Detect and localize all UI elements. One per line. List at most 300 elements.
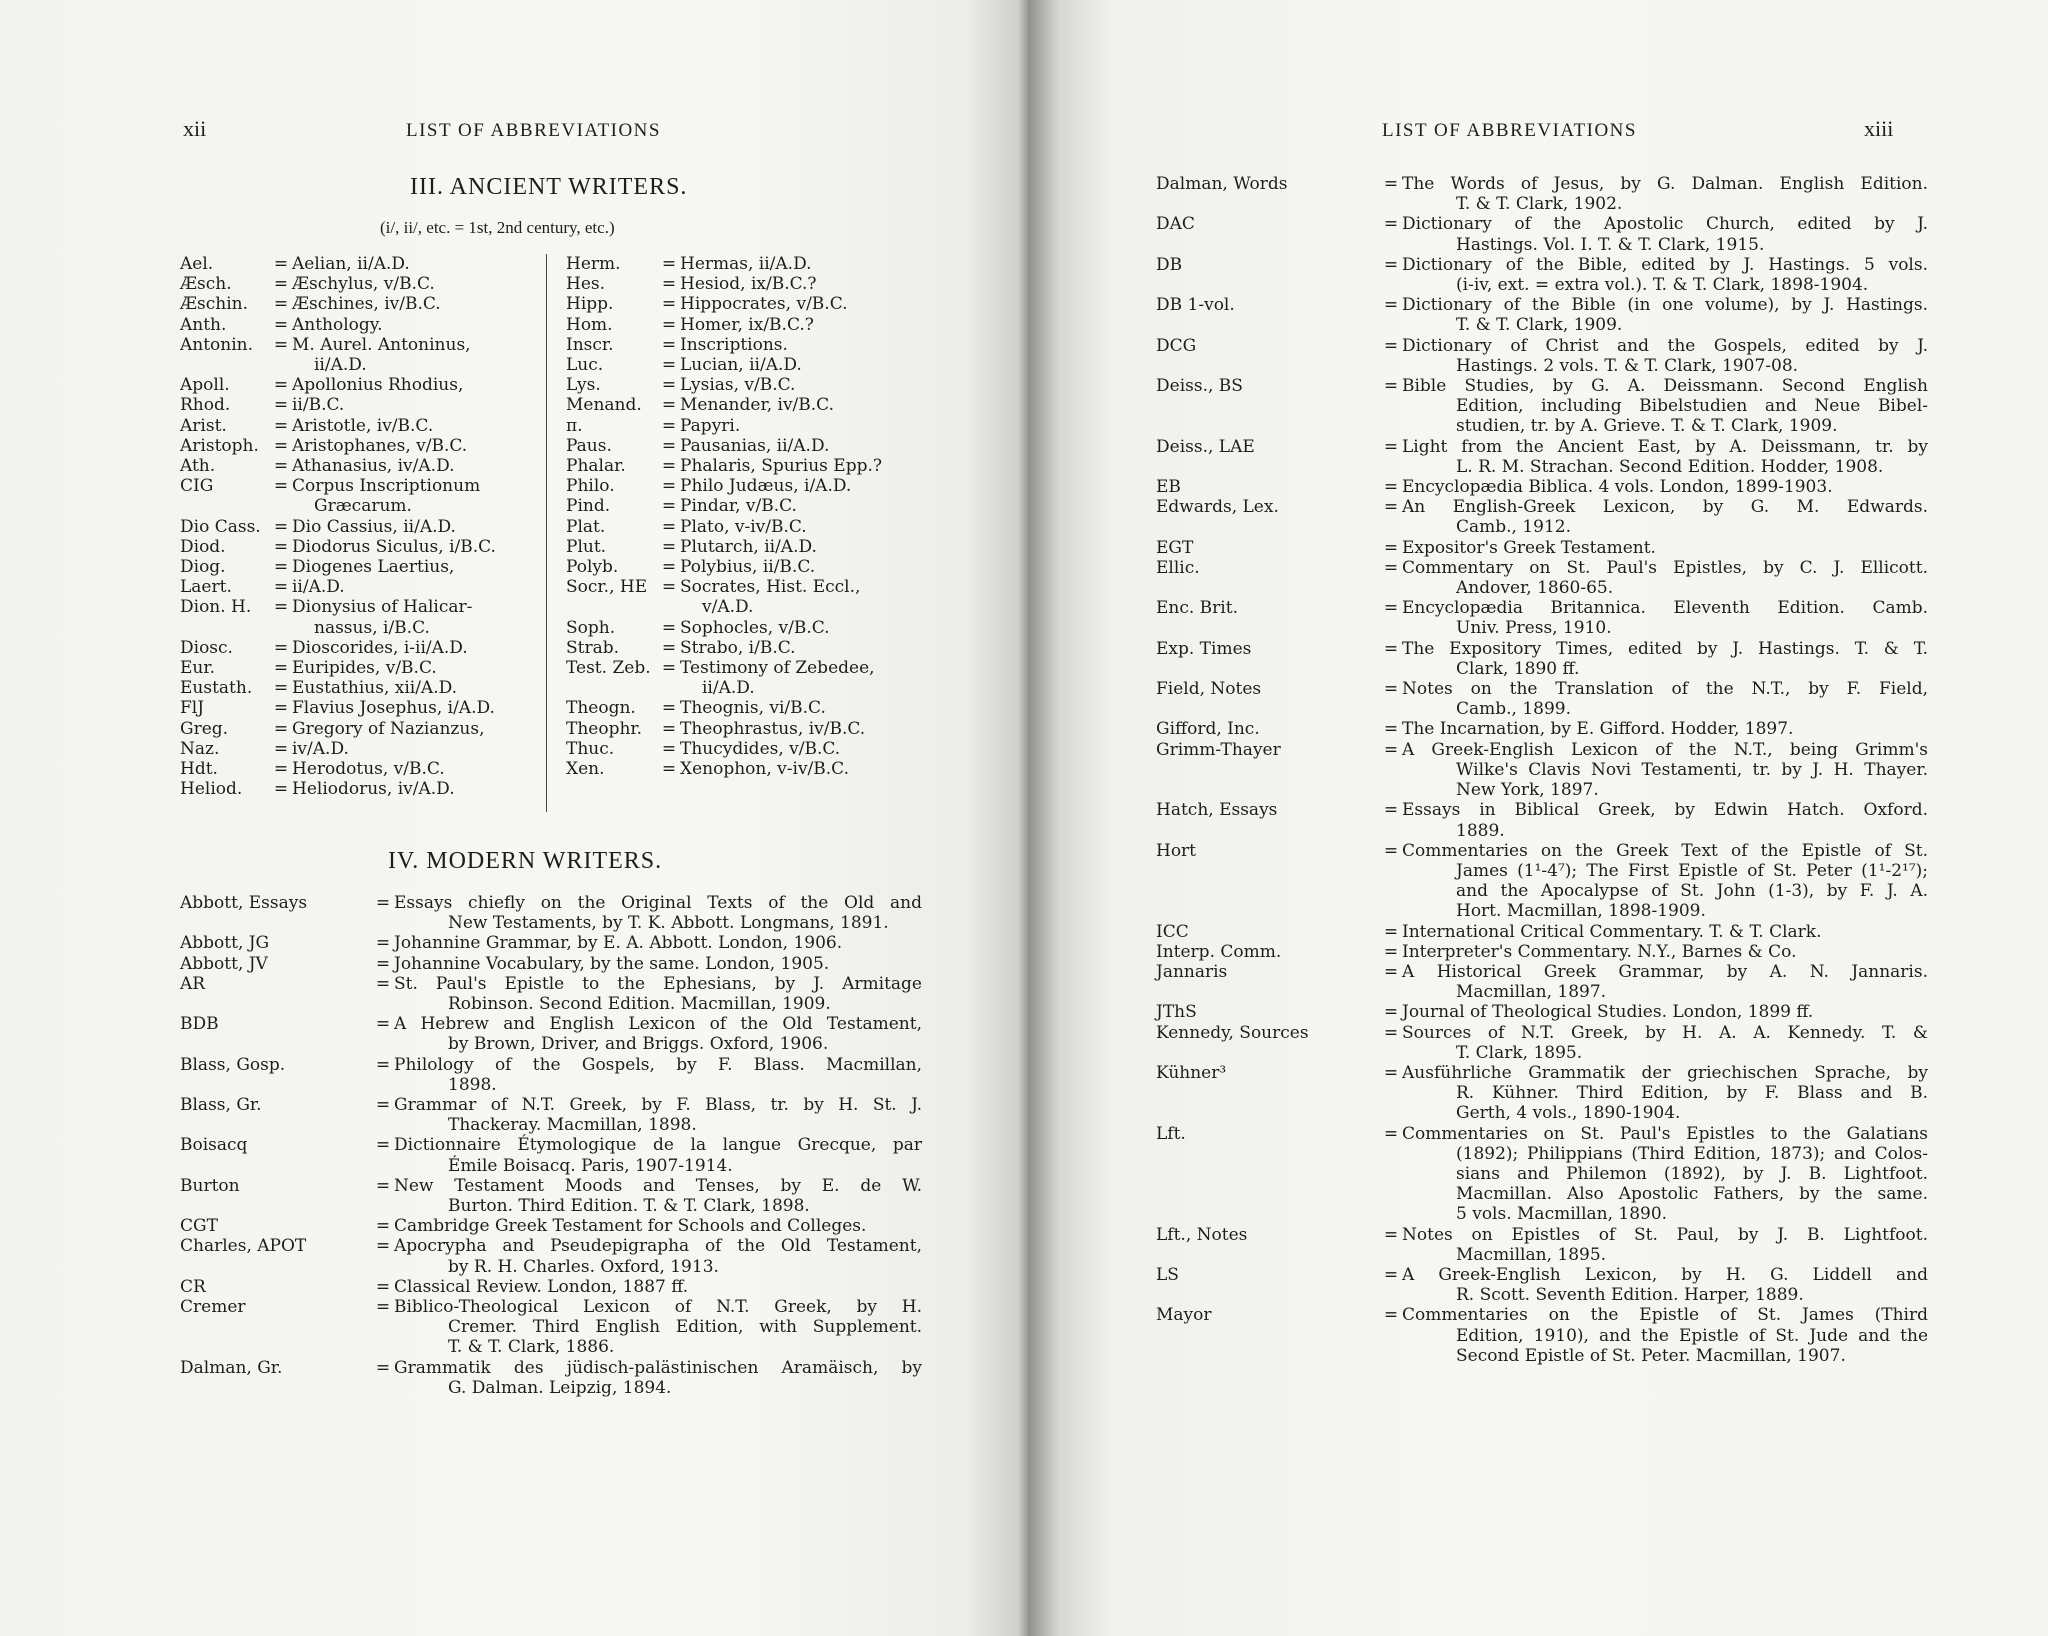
entry-definition <box>1402 437 1928 477</box>
ancient-writer-definition: v/A.D. <box>702 597 754 618</box>
entry-definition <box>1402 336 1928 376</box>
equals-sign: = <box>661 658 677 679</box>
entry-definition-line: Macmillan, 1895. <box>1456 1244 1607 1265</box>
ancient-writer-definition: ii/A.D. <box>702 678 755 699</box>
ancient-writer-row <box>566 658 924 678</box>
ancient-writer-definition: Æschylus, v/B.C. <box>292 274 435 295</box>
entry-definition-line: Commentaries on St. Paul's Epistles to the Galatians <box>1402 1123 1928 1144</box>
entry-definition-line: (i-iv, ext. = extra vol.). T. & T. Clark, 1898-1904. <box>1456 275 1869 296</box>
entry-abbr: Edwards, Lex. <box>1156 497 1279 518</box>
entry-abbr: Mayor <box>1156 1305 1212 1326</box>
ancient-writer-definition: Theophrastus, iv/B.C. <box>680 718 866 739</box>
entry-abbr: Dalman, Gr. <box>180 1357 283 1378</box>
entry-abbr: Deiss., LAE <box>1156 436 1255 457</box>
equals-sign: = <box>1383 719 1399 740</box>
entry-definition-line: Second Epistle of St. Peter. Macmillan, 1907. <box>1456 1345 1846 1366</box>
entry-definition-line: Dictionary of the Apostolic Church, edited by J. <box>1402 214 1928 235</box>
ancient-writer-abbr: Hipp. <box>566 294 614 315</box>
equals-sign: = <box>273 678 289 699</box>
ancient-writer-row <box>566 335 924 355</box>
ancient-writer-definition: Gregory of Nazianzus, <box>292 718 485 739</box>
entry-definition <box>1402 174 1928 214</box>
abbreviation-entry <box>1156 639 1928 679</box>
entry-definition-line: New Testaments, by T. K. Abbott. Longmans, 1891. <box>448 913 889 934</box>
equals-sign: = <box>375 893 391 913</box>
equals-sign: = <box>661 637 677 658</box>
ancient-writer-definition: Dionysius of Halicar- <box>292 597 473 618</box>
ancient-writer-row <box>180 395 536 415</box>
equals-sign: = <box>1383 598 1399 619</box>
equals-sign: = <box>1383 941 1399 962</box>
equals-sign: = <box>661 254 677 274</box>
entry-abbr: DB 1-vol. <box>1156 295 1235 316</box>
entry-definition-line: R. Kühner. Third Edition, by F. Blass and B. <box>1456 1083 1928 1104</box>
equals-sign: = <box>661 334 677 355</box>
entry-definition <box>1402 1063 1928 1124</box>
abbreviation-entry <box>180 1055 922 1095</box>
ancient-writer-definition: Hermas, ii/A.D. <box>680 254 812 274</box>
abbreviation-entry <box>1156 1305 1928 1366</box>
equals-sign: = <box>273 334 289 355</box>
abbreviation-entry <box>180 1135 922 1175</box>
ancient-writer-definition: Papyri. <box>680 415 741 436</box>
ancient-writer-definition: Anthology. <box>292 314 383 335</box>
equals-sign: = <box>375 1357 391 1378</box>
ancient-writer-abbr: Ath. <box>180 456 216 477</box>
abbreviation-entry <box>1156 1002 1928 1022</box>
equals-sign: = <box>661 577 677 598</box>
ancient-writer-row <box>180 355 536 375</box>
ancient-writer-definition: Testimony of Zebedee, <box>680 658 875 679</box>
entry-definition-line: A Historical Greek Grammar, by A. N. Jannaris. <box>1402 961 1928 982</box>
ancient-writer-definition: Plutarch, ii/A.D. <box>680 536 817 557</box>
entry-definition-line: G. Dalman. Leipzig, 1894. <box>448 1377 672 1398</box>
entry-definition-line: Edition, 1910), and the Epistle of St. Jude and the <box>1456 1325 1928 1346</box>
ancient-writer-row <box>566 355 924 375</box>
ancient-writer-definition: Inscriptions. <box>680 334 788 355</box>
ancient-writer-abbr: Plut. <box>566 536 607 557</box>
ancient-writer-abbr: Æsch. <box>180 274 232 295</box>
ancient-writer-row <box>180 315 536 335</box>
ancient-writers-column-2 <box>566 254 924 779</box>
ancient-writer-row <box>180 638 536 658</box>
ancient-writer-definition: Diodorus Siculus, i/B.C. <box>292 536 496 557</box>
entry-definition-line: Commentaries on the Epistle of St. James (Third <box>1402 1305 1928 1326</box>
entry-definition-line: by Brown, Driver, and Briggs. Oxford, 1906. <box>448 1034 829 1055</box>
entry-definition-line: The Words of Jesus, by G. Dalman. English Edition. <box>1402 174 1928 194</box>
entry-definition <box>1402 962 1928 1002</box>
entry-definition-line: Cremer. Third English Edition, with Supplement. <box>448 1317 922 1338</box>
entry-definition-line: Edition, including Bibelstudien and Neue Bibel- <box>1456 396 1928 417</box>
abbreviation-entry <box>1156 174 1928 214</box>
ancient-writer-definition: Lysias, v/B.C. <box>680 375 796 396</box>
ancient-writer-row <box>180 517 536 537</box>
entry-abbr: BDB <box>180 1014 219 1035</box>
entry-abbr: Hort <box>1156 840 1197 861</box>
ancient-writer-definition: nassus, i/B.C. <box>314 617 430 638</box>
equals-sign: = <box>273 698 289 719</box>
entry-abbr: LS <box>1156 1264 1179 1285</box>
ancient-writer-definition: Lucian, ii/A.D. <box>680 355 802 376</box>
ancient-writer-row <box>180 739 536 759</box>
entry-definition <box>394 954 922 974</box>
abbreviation-entry <box>180 954 922 974</box>
ancient-writer-definition: Phalaris, Spurius Epp.? <box>680 456 882 477</box>
entry-definition-line: Commentary on St. Paul's Epistles, by C. J. Ellicott. <box>1402 557 1928 578</box>
equals-sign: = <box>1383 961 1399 982</box>
equals-sign: = <box>661 375 677 396</box>
entry-abbr: Interp. Comm. <box>1156 941 1282 962</box>
abbreviation-entry <box>1156 295 1928 335</box>
entry-definition <box>394 1358 922 1398</box>
equals-sign: = <box>661 738 677 759</box>
entry-definition-line: James (1¹-4⁷); The First Epistle of St. Peter (1¹-2¹⁷); <box>1456 860 1928 881</box>
entry-definition-line: Burton. Third Edition. T. & T. Clark, 1898. <box>448 1196 810 1217</box>
entry-definition <box>1402 719 1928 739</box>
ancient-writer-abbr: Herm. <box>566 254 621 274</box>
equals-sign: = <box>1383 1123 1399 1144</box>
entry-definition <box>1402 841 1928 922</box>
ancient-writer-row <box>180 436 536 456</box>
entry-definition-line: Light from the Ancient East, by A. Deissmann, tr. by <box>1402 436 1928 457</box>
entry-definition-line: Encyclopædia Biblica. 4 vols. London, 1899-1903. <box>1402 477 1833 498</box>
ancient-writer-definition: Socrates, Hist. Eccl., <box>680 577 861 598</box>
entry-definition-line: The Incarnation, by E. Gifford. Hodder, 1897. <box>1402 719 1794 740</box>
entry-definition <box>1402 538 1928 558</box>
entry-abbr: Lft., Notes <box>1156 1224 1248 1245</box>
entry-definition-line: A Hebrew and English Lexicon of the Old Testament, <box>394 1014 922 1035</box>
equals-sign: = <box>1383 638 1399 659</box>
ancient-writer-definition: Aristophanes, v/B.C. <box>292 435 468 456</box>
ancient-writer-definition: Æschines, iv/B.C. <box>292 294 441 315</box>
entry-definition-line: Dictionnaire Étymologique de la langue Grecque, par <box>394 1135 922 1156</box>
ancient-writer-abbr: Æschin. <box>180 294 248 315</box>
entry-definition <box>1402 558 1928 598</box>
abbreviation-entry <box>1156 679 1928 719</box>
entry-definition-line: and the Apocalypse of St. John (1-3), by F. J. A. <box>1456 881 1928 902</box>
ancient-writer-definition: Pindar, v/B.C. <box>680 496 797 517</box>
ancient-writer-row <box>180 658 536 678</box>
ancient-writer-definition: iv/A.D. <box>292 738 349 759</box>
entry-definition-line: Émile Boisacq. Paris, 1907-1914. <box>448 1155 733 1176</box>
ancient-writer-abbr: Phalar. <box>566 456 626 477</box>
entry-definition <box>394 1277 922 1297</box>
ancient-writer-abbr: Theogn. <box>566 698 636 719</box>
entry-definition <box>1402 1265 1928 1305</box>
equals-sign: = <box>273 395 289 416</box>
equals-sign: = <box>1383 436 1399 457</box>
ancient-writers-column-1 <box>180 254 536 799</box>
equals-sign: = <box>273 476 289 497</box>
ancient-writer-abbr: Strab. <box>566 637 620 658</box>
running-head-left: LIST OF ABBREVIATIONS <box>406 120 661 141</box>
equals-sign: = <box>1383 477 1399 498</box>
ancient-writer-row <box>566 436 924 456</box>
entry-definition <box>394 974 922 1014</box>
ancient-writer-abbr: Test. Zeb. <box>566 658 651 679</box>
section-title-modern: IV. MODERN WRITERS. <box>388 848 663 874</box>
ancient-writer-definition: Menander, iv/B.C. <box>680 395 834 416</box>
entry-definition-line: Hastings. Vol. I. T. & T. Clark, 1915. <box>1456 234 1765 255</box>
entry-definition-line: T. & T. Clark, 1886. <box>448 1337 615 1358</box>
equals-sign: = <box>661 294 677 315</box>
abbreviation-entry <box>1156 942 1928 962</box>
section-title-ancient: III. ANCIENT WRITERS. <box>410 174 688 200</box>
ancient-writer-definition: Sophocles, v/B.C. <box>680 617 830 638</box>
abbreviation-entry <box>1156 336 1928 376</box>
entry-definition-line: Journal of Theological Studies. London, 1899 ff. <box>1402 1002 1814 1023</box>
ancient-writer-row <box>180 335 536 355</box>
entry-definition <box>1402 1225 1928 1265</box>
ancient-writer-row <box>566 678 924 698</box>
equals-sign: = <box>273 658 289 679</box>
equals-sign: = <box>661 355 677 376</box>
equals-sign: = <box>661 536 677 557</box>
ancient-writer-abbr: Theophr. <box>566 718 643 739</box>
ancient-writer-abbr: Polyb. <box>566 557 619 578</box>
ancient-writer-abbr: Heliod. <box>180 779 243 800</box>
entry-abbr: Abbott, Essays <box>180 893 308 913</box>
equals-sign: = <box>1383 1002 1399 1023</box>
entry-definition-line: studien, tr. by A. Grieve. T. & T. Clark, 1909. <box>1456 416 1838 437</box>
entry-definition-line: New Testament Moods and Tenses, by E. de W. <box>394 1175 922 1196</box>
ancient-writer-row <box>180 557 536 577</box>
equals-sign: = <box>375 1236 391 1257</box>
ancient-writer-definition: ii/A.D. <box>314 355 367 376</box>
ancient-writer-row <box>180 294 536 314</box>
equals-sign: = <box>1383 376 1399 397</box>
entry-definition-line: Camb., 1912. <box>1456 517 1572 538</box>
equals-sign: = <box>1383 739 1399 760</box>
abbreviation-entry <box>1156 800 1928 840</box>
equals-sign: = <box>1383 295 1399 316</box>
equals-sign: = <box>1383 921 1399 942</box>
entry-definition <box>394 1135 922 1175</box>
ancient-writer-row <box>566 618 924 638</box>
entry-definition-line: 1898. <box>448 1074 497 1095</box>
entry-definition-line: by R. H. Charles. Oxford, 1913. <box>448 1256 719 1277</box>
entry-definition-line: Andover, 1860-65. <box>1456 578 1614 599</box>
equals-sign: = <box>1383 840 1399 861</box>
ancient-writer-abbr: Diosc. <box>180 637 233 658</box>
entry-definition-line: International Critical Commentary. T. & T. Clark. <box>1402 921 1822 942</box>
entry-definition-line: Apocrypha and Pseudepigrapha of the Old Testament, <box>394 1236 922 1257</box>
abbreviation-entry <box>1156 437 1928 477</box>
entry-definition <box>394 1216 922 1236</box>
ancient-writer-abbr: Lys. <box>566 375 601 396</box>
ancient-writer-abbr: Socr., HE <box>566 577 648 598</box>
equals-sign: = <box>375 1297 391 1318</box>
ancient-writer-definition: ii/A.D. <box>292 577 345 598</box>
equals-sign: = <box>661 698 677 719</box>
entry-definition <box>1402 1305 1928 1366</box>
ancient-writer-row <box>566 274 924 294</box>
ancient-writer-definition: Polybius, ii/B.C. <box>680 557 816 578</box>
entry-definition <box>394 1236 922 1276</box>
ancient-writer-row <box>180 597 536 617</box>
ancient-writer-definition: Homer, ix/B.C.? <box>680 314 814 335</box>
entry-definition <box>1402 214 1928 254</box>
entry-definition-line: T. Clark, 1895. <box>1456 1042 1583 1063</box>
ancient-writer-row <box>566 375 924 395</box>
entry-definition-line: Gerth, 4 vols., 1890-1904. <box>1456 1103 1681 1124</box>
entry-definition-line: Encyclopædia Britannica. Eleventh Edition. Camb. <box>1402 598 1928 619</box>
entry-abbr: Abbott, JV <box>180 953 268 974</box>
entry-definition-line: Hort. Macmillan, 1898-1909. <box>1456 901 1706 922</box>
entry-definition-line: Classical Review. London, 1887 ff. <box>394 1276 689 1297</box>
entry-definition-line: Univ. Press, 1910. <box>1456 618 1612 639</box>
abbreviation-entry <box>1156 376 1928 437</box>
equals-sign: = <box>1383 1224 1399 1245</box>
ancient-writer-row <box>566 395 924 415</box>
entry-abbr: Enc. Brit. <box>1156 598 1238 619</box>
ancient-writer-row <box>566 315 924 335</box>
entry-abbr: CR <box>180 1276 206 1297</box>
ancient-writer-abbr: Eustath. <box>180 678 253 699</box>
equals-sign: = <box>375 1014 391 1035</box>
equals-sign: = <box>661 718 677 739</box>
equals-sign: = <box>375 1276 391 1297</box>
entry-abbr: Blass, Gr. <box>180 1095 262 1116</box>
abbreviation-entry <box>1156 1124 1928 1225</box>
entry-abbr: Gifford, Inc. <box>1156 719 1260 740</box>
ancient-writer-definition: Hesiod, ix/B.C.? <box>680 274 817 295</box>
section-note-ancient: (i/, ii/, etc. = 1st, 2nd century, etc.) <box>380 218 615 237</box>
abbreviation-entry <box>1156 1265 1928 1305</box>
ancient-writer-abbr: Xen. <box>566 759 605 780</box>
entry-definition <box>1402 477 1928 497</box>
ancient-writer-row <box>566 759 924 779</box>
ancient-writer-row <box>180 416 536 436</box>
entry-definition-line: Macmillan. Also Apostolic Fathers, by the same. <box>1456 1184 1928 1205</box>
equals-sign: = <box>273 294 289 315</box>
equals-sign: = <box>273 738 289 759</box>
entry-definition-line: Hastings. 2 vols. T. & T. Clark, 1907-08. <box>1456 355 1799 376</box>
equals-sign: = <box>661 496 677 517</box>
equals-sign: = <box>273 435 289 456</box>
entry-definition-line: T. & T. Clark, 1909. <box>1456 315 1623 336</box>
entry-abbr: Exp. Times <box>1156 638 1252 659</box>
equals-sign: = <box>273 779 289 800</box>
ancient-writer-definition: M. Aurel. Antoninus, <box>292 334 471 355</box>
ancient-writer-row <box>180 759 536 779</box>
entry-definition-line: 5 vols. Macmillan, 1890. <box>1456 1204 1668 1225</box>
entry-definition-line: Johannine Grammar, by E. A. Abbott. London, 1906. <box>394 933 843 954</box>
entry-abbr: ICC <box>1156 921 1189 942</box>
entry-definition-line: St. Paul's Epistle to the Ephesians, by J. Armitage <box>394 973 922 994</box>
ancient-writer-definition: Xenophon, v-iv/B.C. <box>680 759 849 780</box>
abbreviation-entry <box>180 1297 922 1358</box>
equals-sign: = <box>661 314 677 335</box>
entry-definition <box>1402 639 1928 679</box>
entry-definition-line: Sources of N.T. Greek, by H. A. A. Kennedy. T. & <box>1402 1022 1928 1043</box>
entry-definition-line: Wilke's Clavis Novi Testamenti, tr. by J. H. Thayer. <box>1456 759 1928 780</box>
equals-sign: = <box>661 557 677 578</box>
equals-sign: = <box>661 516 677 537</box>
ancient-writer-abbr: Dion. H. <box>180 597 252 618</box>
entry-definition <box>1402 679 1928 719</box>
ancient-writer-abbr: CIG <box>180 476 214 497</box>
abbreviation-entry <box>180 1095 922 1135</box>
abbreviation-entry <box>1156 538 1928 558</box>
equals-sign: = <box>1383 497 1399 518</box>
ancient-writer-abbr: Hes. <box>566 274 606 295</box>
ancient-writer-abbr: Thuc. <box>566 738 615 759</box>
entry-definition <box>1402 376 1928 437</box>
entry-definition <box>1402 800 1928 840</box>
entry-definition-line: Grammar of N.T. Greek, by F. Blass, tr. by H. St. J. <box>394 1095 922 1116</box>
ancient-writer-abbr: Ael. <box>180 254 214 274</box>
equals-sign: = <box>273 456 289 477</box>
ancient-writer-row <box>180 779 536 799</box>
abbreviation-entry <box>1156 1063 1928 1124</box>
abbreviation-entry <box>1156 558 1928 598</box>
entry-definition-line: Essays chiefly on the Original Texts of the Old and <box>394 893 922 913</box>
ancient-writer-definition: Aelian, ii/A.D. <box>292 254 410 274</box>
ancient-writer-row <box>180 698 536 718</box>
ancient-writer-row <box>180 577 536 597</box>
abbreviation-entry <box>180 1277 922 1297</box>
ancient-writer-row <box>566 517 924 537</box>
ancient-writer-definition: Plato, v-iv/B.C. <box>680 516 807 537</box>
entry-definition-line: A Greek-English Lexicon of the N.T., being Grimm's <box>1402 739 1928 760</box>
equals-sign: = <box>661 274 677 295</box>
ancient-writer-abbr: Luc. <box>566 355 604 376</box>
entry-abbr: Blass, Gosp. <box>180 1054 286 1075</box>
ancient-writer-abbr: Paus. <box>566 435 612 456</box>
abbreviation-entry <box>180 1014 922 1054</box>
abbreviation-entry <box>1156 255 1928 295</box>
entry-definition-line: A Greek-English Lexicon, by H. G. Liddell and <box>1402 1264 1928 1285</box>
entry-definition <box>1402 942 1928 962</box>
entry-abbr: Dalman, Words <box>1156 174 1288 194</box>
ancient-writer-abbr: Laert. <box>180 577 232 598</box>
ancient-writer-definition: Herodotus, v/B.C. <box>292 759 445 780</box>
ancient-writer-abbr: Aristoph. <box>180 435 259 456</box>
equals-sign: = <box>1383 1062 1399 1083</box>
entry-definition-line: Dictionary of the Bible (in one volume), by J. Hastings. <box>1402 295 1928 316</box>
ancient-writer-definition: Theognis, vi/B.C. <box>680 698 826 719</box>
equals-sign: = <box>661 395 677 416</box>
entry-definition-line: Macmillan, 1897. <box>1456 982 1607 1003</box>
abbreviation-entry <box>180 1216 922 1236</box>
entry-abbr: Ellic. <box>1156 557 1200 578</box>
entry-definition <box>1402 1002 1928 1022</box>
ancient-writer-abbr: Antonin. <box>180 334 254 355</box>
ancient-writer-abbr: Apoll. <box>180 375 230 396</box>
equals-sign: = <box>273 536 289 557</box>
equals-sign: = <box>273 375 289 396</box>
ancient-writer-row <box>566 719 924 739</box>
ancient-writer-row <box>566 416 924 436</box>
ancient-writer-row <box>566 577 924 597</box>
equals-sign: = <box>375 1135 391 1156</box>
equals-sign: = <box>661 456 677 477</box>
equals-sign: = <box>1383 679 1399 700</box>
entry-definition <box>394 933 922 953</box>
ancient-writer-row <box>180 496 536 516</box>
ancient-writer-definition: Pausanias, ii/A.D. <box>680 435 830 456</box>
equals-sign: = <box>1383 1305 1399 1326</box>
ancient-writer-abbr: FlJ <box>180 698 205 719</box>
equals-sign: = <box>375 1095 391 1116</box>
ancient-writer-abbr: Philo. <box>566 476 615 497</box>
ancient-writer-row <box>180 678 536 698</box>
entry-definition-line: sians and Philemon (1892), by J. B. Lightfoot. <box>1456 1163 1928 1184</box>
ancient-writer-definition: Strabo, i/B.C. <box>680 637 796 658</box>
entry-definition-line: Dictionary of the Bible, edited by J. Hastings. 5 vols. <box>1402 254 1928 275</box>
entry-abbr: Cremer <box>180 1297 246 1318</box>
